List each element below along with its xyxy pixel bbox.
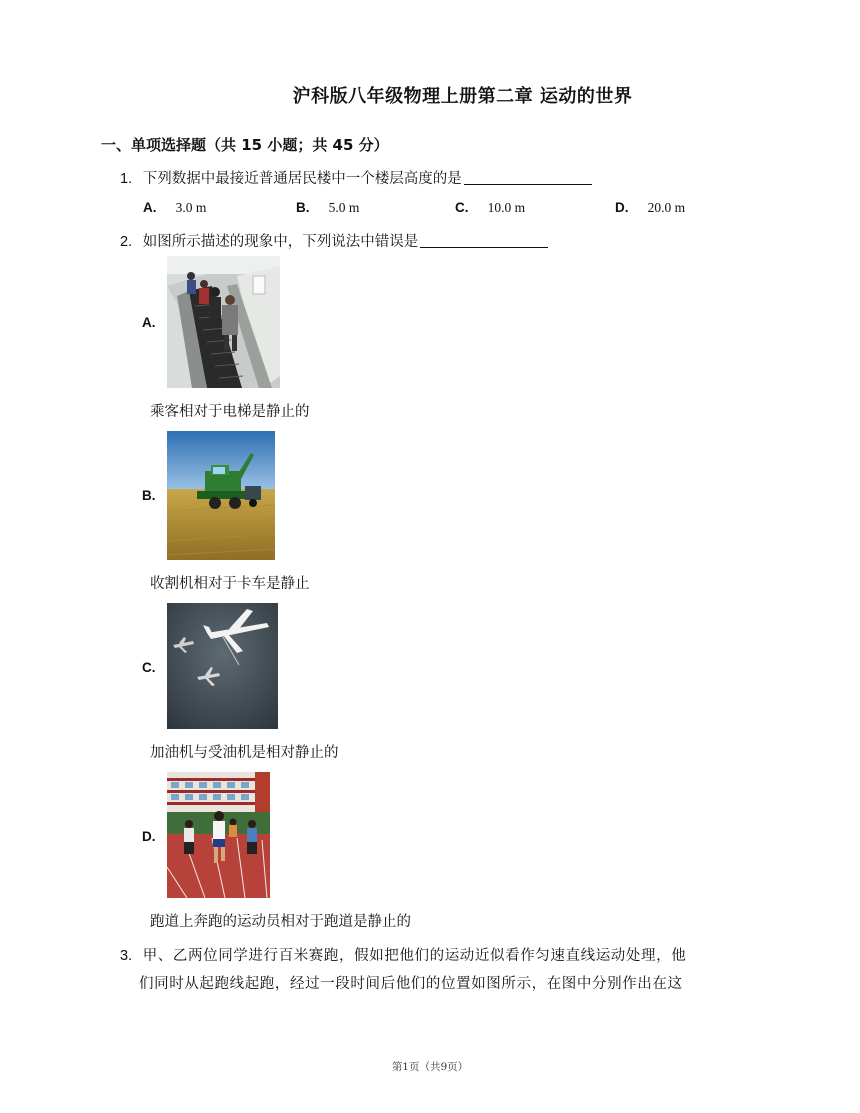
q2-option-d-caption: 跑道上奔跑的运动员相对于跑道是静止的 — [150, 914, 411, 930]
question-text: 甲、乙两位同学进行百米赛跑，假如把他们的运动近似看作匀速直线运动处理，他 — [142, 948, 687, 964]
option-label: C. — [455, 200, 469, 215]
q1-option-c — [455, 197, 525, 216]
question-3-line-1 — [120, 944, 686, 965]
question-text: 如图所示描述的现象中，下列说法中错误是 — [142, 234, 419, 250]
option-value: 10.0 m — [487, 200, 526, 215]
option-label: B. — [296, 200, 310, 215]
question-text: 下列数据中最接近普通居民楼中一个楼层高度的是 — [142, 171, 462, 187]
option-value: 3.0 m — [175, 200, 207, 215]
answer-blank — [464, 170, 592, 185]
q2-option-a-caption: 乘客相对于电梯是静止的 — [150, 404, 310, 420]
option-label: A. — [143, 200, 157, 215]
question-2 — [120, 230, 548, 251]
q1-option-d — [615, 197, 685, 216]
option-value: 20.0 m — [647, 200, 686, 215]
refueling-aircraft-photo — [167, 603, 278, 729]
q2-option-c-caption: 加油机与受油机是相对静止的 — [150, 745, 339, 761]
q2-option-d-label: D. — [142, 829, 156, 844]
question-1 — [120, 167, 592, 188]
q1-option-a — [143, 197, 206, 216]
q2-option-a-label: A. — [142, 315, 156, 330]
q2-option-b-caption: 收割机相对于卡车是静止 — [150, 576, 310, 592]
runners-track-photo — [167, 772, 270, 898]
page-footer: 第1页（共9页） — [391, 1061, 469, 1073]
q2-option-b-label: B. — [142, 488, 156, 503]
page-title: 沪科版八年级物理上册第二章 运动的世界 — [292, 86, 633, 107]
option-value: 5.0 m — [328, 200, 360, 215]
option-label: D. — [615, 200, 629, 215]
q1-option-b — [296, 197, 359, 216]
answer-blank — [420, 233, 548, 248]
harvester-photo — [167, 431, 275, 560]
question-number: 2. — [120, 234, 133, 250]
q2-option-c-label: C. — [142, 660, 156, 675]
question-number: 3. — [120, 948, 133, 964]
question-number: 1. — [120, 171, 133, 187]
question-3-line-2: 们同时从起跑线起跑，经过一段时间后他们的位置如图所示，在图中分别作出在这 — [139, 976, 683, 992]
escalator-photo — [167, 256, 280, 388]
section-heading: 一、单项选择题（共 15 小题；共 45 分） — [101, 136, 389, 154]
